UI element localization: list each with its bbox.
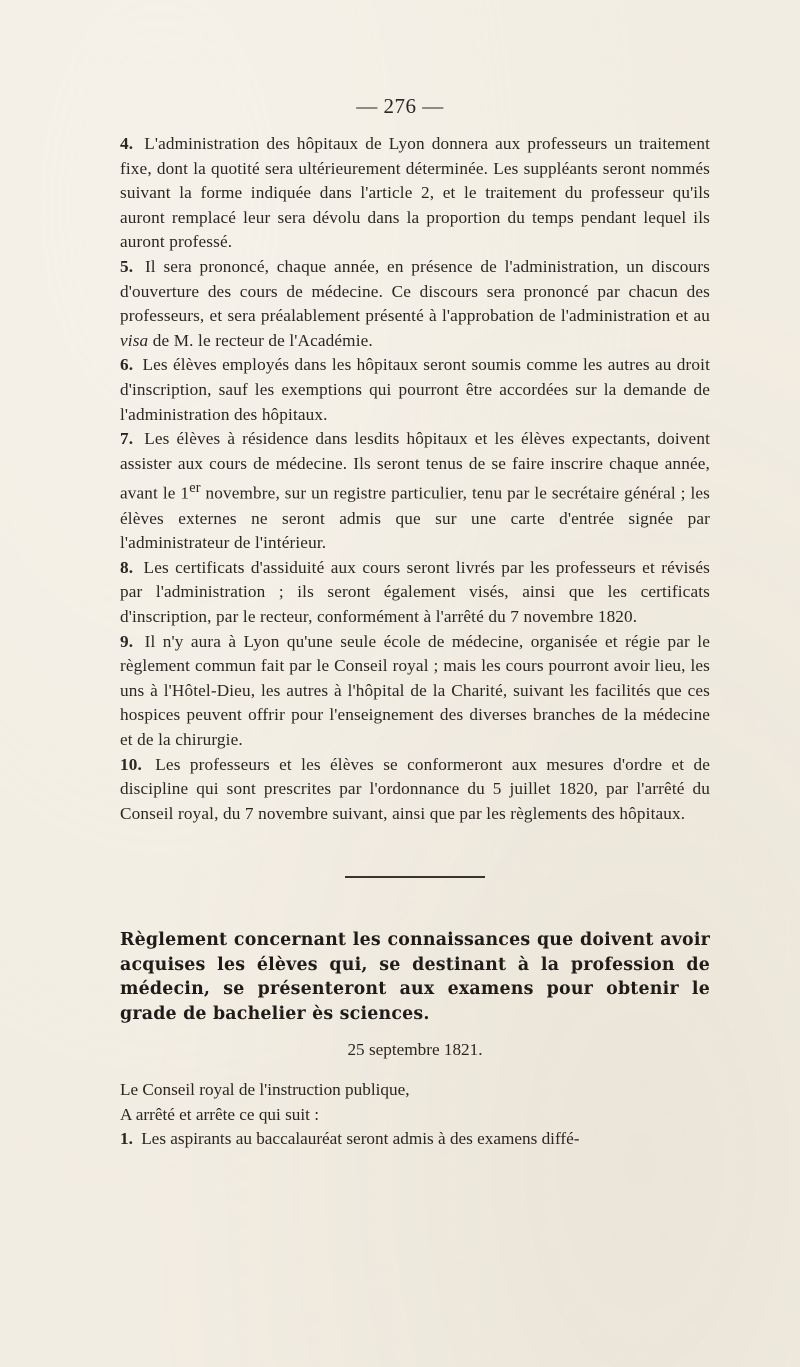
section-divider [345,876,485,878]
article-7 [120,427,710,556]
article-text-end: novembre, sur un registre particulier, tenu par le secrétaire général ; les élèves externes ne seront admis que sur une carte d'entrée signée par l'administrateur de l'intérieur. [120,484,710,553]
decree-line-2: A arrêté et arrête ce qui suit : [120,1104,319,1124]
article-text: L'administration des hôpitaux de Lyon donnera aux professeurs un traitement fixe, dont la quotité sera ultérieurement déterminée. Les suppléants seront nommés suivant la forme indiquée dans l'article 2, et le traitement du professeur qu'ils auront remplacé leur sera dévolu dans la proportion du temps pendant lequel ils auront professé. [120,134,710,252]
article-4 [120,132,710,255]
ordinal-suffix: er [189,480,201,497]
page-number: — 276 — [356,94,444,118]
article-5 [120,255,710,353]
article-text-end: de M. le recteur de l'Académie. [152,330,373,350]
section-date: 25 septembre 1821. [347,1040,483,1059]
decree-intro [120,1078,710,1152]
article-number: 4. [120,134,134,153]
article-text: Les élèves à résidence dans lesdits hôpitaux et les élèves expectants, doivent assister aux cours de médecine. Ils seront tenus de se faire inscrire chaque année, avant le 1 [120,429,710,504]
article-10 [120,753,710,827]
article-6 [120,353,710,427]
article-number: 5. [120,256,134,276]
article-number: 1. [120,1129,133,1149]
article-number: 6. [120,355,134,375]
article-8 [120,556,710,630]
article-text: Les certificats d'assiduité aux cours seront livrés par les professeurs et révisés par l'administration ; ils seront également visés, ainsi que les certificats d'inscription, par le recteur, conformément à l'arrêté du 7 novembre 1820. [120,557,710,627]
article-number: 8. [120,557,134,577]
article-text: Il n'y aura à Lyon qu'une seule école de médecine, organisée et régie par le règlement commun fait par le Conseil royal ; mais les cours pourront avoir lieu, les uns à l'Hôtel-Dieu, les autres à l'hôpital de la Charité, suivant les facilités que ces hospices peuvent offrir pour l'enseignement des diverses branches de la médecine et de la chirurgie. [120,631,710,749]
decree-line-1: Le Conseil royal de l'instruction publique, [120,1080,410,1099]
decree-article-1 [120,1127,710,1152]
article-italic-word: visa [120,330,149,350]
article-text: Les élèves employés dans les hôpitaux seront soumis comme les autres au droit d'inscription, sauf les exemptions qui pourront être accordées sur la demande de l'administration des hôpitaux. [120,355,710,424]
article-text: Les aspirants au baccalauréat seront admis à des examens diffé- [141,1129,580,1149]
article-number: 7. [120,429,134,449]
article-9 [120,630,710,753]
articles-body [120,132,710,826]
section-heading: Règlement concernant les connaissances que doivent avoir acquises les élèves qui, se destinant à la profession de médecin, se présenteront aux examens pour obtenir le grade de bachelier ès sciences. [120,930,710,1024]
article-text: Il sera prononcé, chaque année, en présence de l'administration, un discours d'ouverture des cours de médecine. Ce discours sera prononcé par chacun des professeurs, et sera préalablement présenté à l'approbation de l'administration et au [120,256,711,326]
article-text: Les professeurs et les élèves se conformeront aux mesures d'ordre et de discipline qui sont prescrites par l'ordonnance du 5 juillet 1820, par l'arrêté du Conseil royal, du 7 novembre suivant, ainsi que par les règlements des hôpitaux. [120,754,710,823]
article-number: 10. [120,754,142,774]
article-number: 9. [120,631,134,651]
